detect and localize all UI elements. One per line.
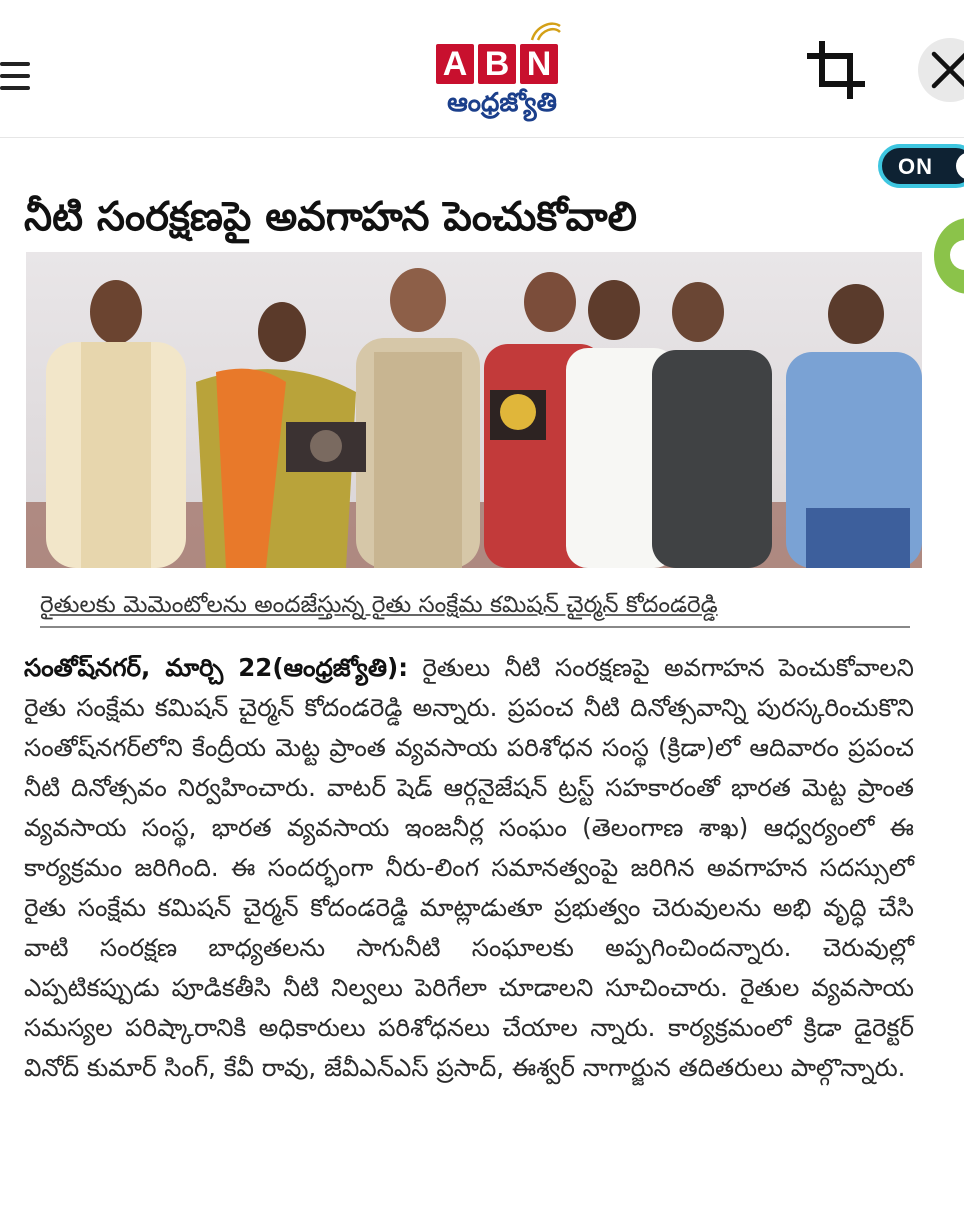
side-floating-tab[interactable] [934, 218, 964, 294]
abn-andhrajyothy-logo[interactable] [432, 18, 572, 128]
article-body [24, 648, 914, 1088]
logo-letter-n: N [520, 44, 558, 84]
logo-letter-a: A [436, 44, 474, 84]
article-headline: నీటి సంరక్షణపై అవగాహన పెంచుకోవాలి [24, 194, 637, 240]
abn-letters [436, 44, 558, 84]
logo-subtitle: ఆంధ్రజ్యోతి [447, 88, 557, 118]
logo-swirl-icon [528, 18, 564, 44]
close-button[interactable] [918, 38, 964, 102]
article-dateline: సంతోష్‌నగర్, మార్చి 22(ఆంధ్రజ్యోతి): [24, 653, 409, 682]
photo-caption: రైతులకు మెమెంటోలను అందజేస్తున్న రైతు సంక్షేమ కమిషన్ చైర్మన్ కోదండరెడ్డి [40, 588, 910, 628]
article-photo [26, 252, 922, 568]
toggle-knob [956, 152, 964, 180]
on-toggle-switch[interactable] [878, 144, 964, 188]
crop-icon[interactable] [806, 40, 866, 100]
logo-letter-b: B [478, 44, 516, 84]
close-icon [918, 38, 964, 102]
toggle-label: ON [898, 154, 933, 179]
app-header [0, 0, 964, 138]
article-text: రైతులు నీటి సంరక్షణపై అవగాహన పెంచుకోవాలని రైతు సంక్షేమ కమిషన్ చైర్మన్ కోదండరెడ్డి అన్నారు. ప్రపంచ నీటి దినోత్సవాన్ని పురస్కరించుకొని సంతోష్‌నగర్‌లోని కేంద్రీయ మెట్ట ప్రాంత వ్యవసాయ పరిశోధన సంస్థ (క్రిడా)లో ఆదివారం ప్రపంచ నీటి దినోత్సవం నిర్వహించారు. వాటర్ షెడ్ ఆర్గనైజేషన్ ట్రస్ట్ సహకారంతో భారత మెట్ట ప్రాంత వ్యవసాయ సంస్థ, భారత వ్యవసాయ ఇంజనీర్ల సంఘం (తెలంగాణ శాఖ) ఆధ్వర్యంలో ఈ కార్యక్రమం జరిగింది. ఈ సందర్భంగా నీరు-లింగ సమానత్వంపై జరిగిన అవగాహన సదస్సులో రైతు సంక్షేమ కమిషన్ చైర్మన్ కోదండరెడ్డి మాట్లాడుతూ ప్రభుత్వం చెరువులను అభి వృద్ధి చేసి వాటి సంరక్షణ బాధ్యతలను సాగునీటి సంఘాలకు అప్పగించిందన్నారు. చెరువుల్లో ఎప్పటికప్పుడు పూడికతీసి నీటి నిల్వలు పెరిగేలా చూడాలని సూచించారు. రైతుల వ్యవసాయ సమస్యల పరిష్కారానికి అధికారులు పరిశోధనలు చేయాల న్నారు. కార్యక్రమంలో క్రిడా డైరెక్టర్ వినోద్ కుమార్ సింగ్, కేవీ రావు, జేవీఎన్ఎస్ ప్రసాద్, ఈశ్వర్ నాగార్జున తదితరులు పాల్గొన్నారు. [24, 653, 914, 1082]
hamburger-menu-icon[interactable] [0, 58, 30, 94]
